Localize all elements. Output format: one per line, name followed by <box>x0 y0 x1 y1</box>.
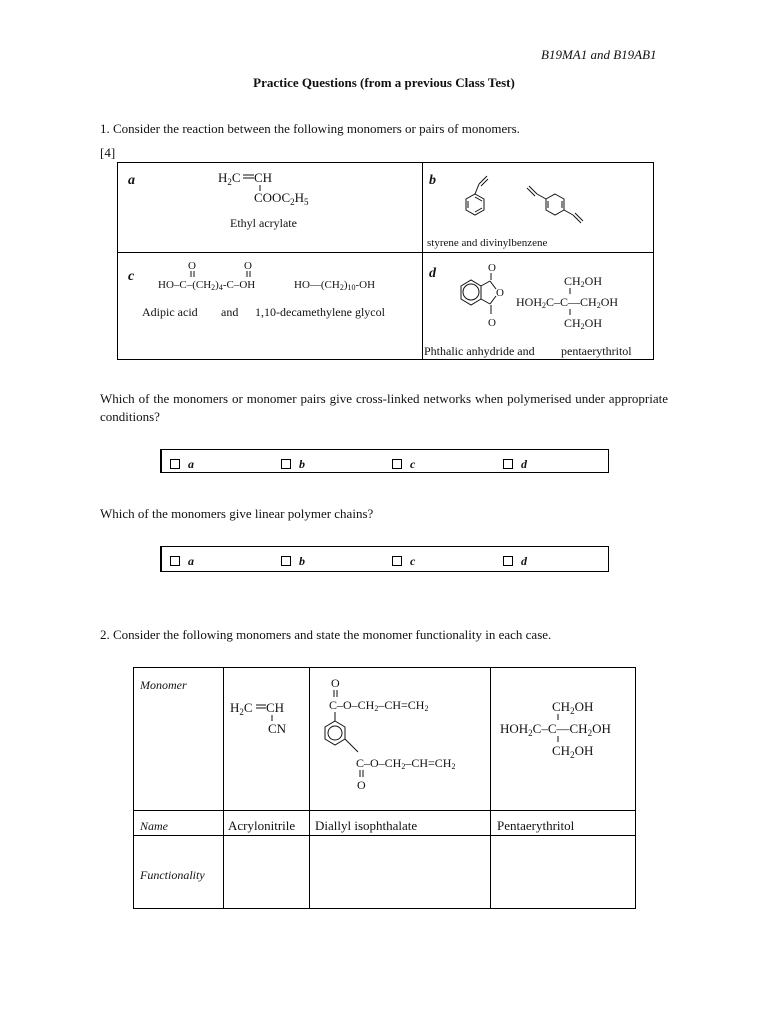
svg-text:O: O <box>331 676 340 690</box>
svg-text:H2C: $H_2C$ <box>218 170 241 187</box>
table-hline-1 <box>134 810 635 811</box>
row-label-name: Name <box>140 819 168 833</box>
svg-text:HO–C–(CH2)4-C–OH: HO–C–(CH2)4-C–OH <box>158 279 256 292</box>
cell-a-letter: a <box>128 173 135 188</box>
page-title: Practice Questions (from a previous Class Test) <box>253 75 515 90</box>
checkbox-icon[interactable] <box>170 459 180 469</box>
row-label-monomer: Monomer <box>140 678 187 692</box>
svg-text:HOH2C–C—CH2OH: $HOH_2C-C—CH_2OH$ <box>500 721 611 738</box>
svg-text:CH2OH: CH2OH <box>564 316 603 331</box>
acrylonitrile-structure <box>226 696 306 741</box>
crosslinked-option-a[interactable]: a <box>170 457 194 472</box>
phthalic-anhydride-structure <box>441 259 519 339</box>
svg-text:H2C: $H_2C$ <box>230 700 253 717</box>
checkbox-icon[interactable] <box>503 459 513 469</box>
svg-text:CH: CH <box>266 700 285 715</box>
checkbox-icon[interactable] <box>392 556 402 566</box>
svg-text:CN: CN <box>268 721 287 736</box>
styrene-divinylbenzene-structures <box>453 166 618 228</box>
checkbox-icon[interactable] <box>503 556 513 566</box>
svg-text:O: O <box>188 260 196 272</box>
course-code: B19MA1 and B19AB1 <box>541 47 657 62</box>
name-pentaerythritol: Pentaerythritol <box>497 818 575 833</box>
crosslinked-options <box>160 449 609 473</box>
ethyl-acrylate-structure <box>213 167 313 211</box>
name-diallyl-isophthalate: Diallyl isophthalate <box>315 818 418 833</box>
functionality-answer-pentaerythritol[interactable] <box>491 836 635 908</box>
row-label-functionality: Functionality <box>140 868 205 882</box>
crosslinked-option-b[interactable]: b <box>281 457 305 472</box>
crosslinked-option-d[interactable]: d <box>503 457 527 472</box>
pentaerythritol-structure-q2 <box>496 698 632 764</box>
cell-c-caption-right: 1,10-decamethylene glycol <box>255 305 385 319</box>
svg-text:HO—(CH2)10-OH: HO—(CH2)10-OH <box>294 279 376 292</box>
cell-b-letter: b <box>429 173 436 188</box>
svg-text:O: O <box>244 260 252 272</box>
linear-option-a[interactable]: a <box>170 554 194 569</box>
q1-prompt: 1. Consider the reaction between the following monomers or pairs of monomers. <box>100 121 520 136</box>
svg-text:O: O <box>488 262 496 274</box>
checkbox-icon[interactable] <box>392 459 402 469</box>
svg-text:CH: CH <box>254 170 273 185</box>
q2-prompt: 2. Consider the following monomers and state the monomer functionality in each case. <box>100 627 552 642</box>
cell-c-caption-and: and <box>221 305 239 319</box>
crosslinked-option-c[interactable]: c <box>392 457 415 472</box>
cell-a-caption: Ethyl acrylate <box>230 216 297 230</box>
question-linear: Which of the monomers give linear polymer chains? <box>100 506 374 521</box>
svg-text:O: O <box>496 287 504 299</box>
cell-b-caption: styrene and divinylbenzene <box>427 237 548 249</box>
pentaerythritol-structure-q1 <box>512 274 644 336</box>
cell-d-caption-right: pentaerythritol <box>561 344 632 358</box>
monomer-grid <box>117 162 654 360</box>
cell-c-letter: c <box>128 269 135 284</box>
svg-text:HOH2C–C—CH2OH: HOH2C–C—CH2OH <box>516 295 619 310</box>
cell-c-caption-left: Adipic acid <box>142 305 198 319</box>
grid-hline <box>118 252 653 253</box>
functionality-table <box>133 667 636 909</box>
adipic-decamethylene-structures <box>156 258 396 294</box>
functionality-answer-acrylonitrile[interactable] <box>224 836 309 908</box>
svg-text:CH2OH: CH2OH <box>564 274 603 289</box>
grid-vline <box>422 163 423 359</box>
q1-marks: [4] <box>100 145 116 160</box>
checkbox-icon[interactable] <box>281 556 291 566</box>
linear-option-d[interactable]: d <box>503 554 527 569</box>
svg-text:C–O–CH2–CH=CH2: C–O–CH2–CH=CH2 <box>329 698 429 713</box>
name-acrylonitrile: Acrylonitrile <box>228 818 296 833</box>
linear-option-c[interactable]: c <box>392 554 415 569</box>
linear-option-b[interactable]: b <box>281 554 305 569</box>
functionality-answer-diallyl-isophthalate[interactable] <box>310 836 490 908</box>
svg-text:C–O–CH2–CH=CH2: C–O–CH2–CH=CH2 <box>356 756 456 771</box>
svg-text:CH2OH: $CH_2OH$ <box>552 743 594 760</box>
svg-text:COOC2H5: $COOC_2H_5$ <box>254 190 309 207</box>
diallyl-isophthalate-structure <box>314 673 490 793</box>
checkbox-icon[interactable] <box>170 556 180 566</box>
svg-text:O: O <box>488 317 496 329</box>
cell-d-letter: d <box>429 266 436 281</box>
checkbox-icon[interactable] <box>281 459 291 469</box>
question-crosslinked: Which of the monomers or monomer pairs give cross-linked networks when polymerised under appropriate conditions? <box>100 391 668 424</box>
svg-text:O: O <box>357 778 366 792</box>
cell-d-caption-left: Phthalic anhydride and <box>424 344 535 358</box>
linear-options <box>160 546 609 572</box>
svg-text:CH2OH: $CH_2OH$ <box>552 699 594 716</box>
